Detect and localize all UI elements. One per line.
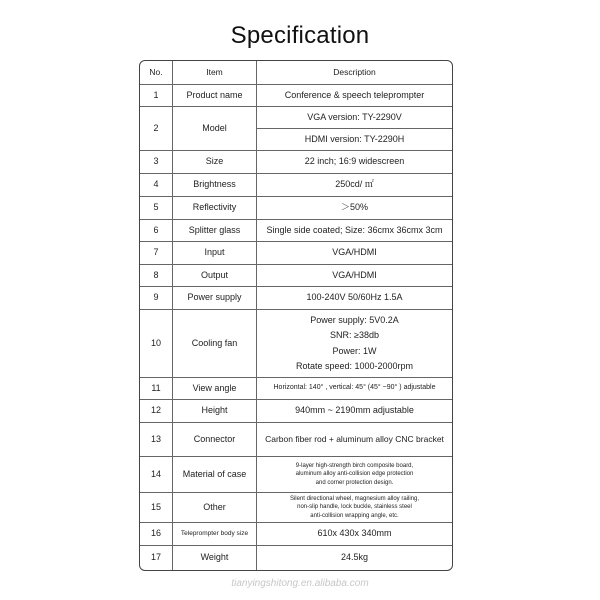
row-14-no: 14 [140, 457, 173, 493]
row-10-item: Cooling fan [173, 310, 257, 378]
row-12-item: Height [173, 400, 257, 423]
row-15-item: Other [173, 493, 257, 523]
row-16-desc: 610x 430x 340mm [257, 523, 452, 546]
row-10-no: 10 [140, 310, 173, 378]
row-15-desc-line: non-slip handle, lock buckle, stainless steel [297, 504, 412, 511]
row-10-desc-line: Power: 1W [332, 345, 377, 356]
row-11-desc: Horizontal: 140° , vertical: 45° (45° ~90° ) adjustable [257, 378, 452, 400]
row-6-no: 6 [140, 220, 173, 242]
row-3-desc: 22 inch; 16:9 widescreen [257, 151, 452, 174]
row-8-desc: VGA/HDMI [257, 265, 452, 287]
row-14-desc [257, 457, 452, 493]
row-9-no: 9 [140, 287, 173, 310]
row-7-desc: VGA/HDMI [257, 242, 452, 265]
header-item: Item [173, 61, 257, 85]
row-12-desc: 940mm ~ 2190mm adjustable [257, 400, 452, 423]
row-17-desc: 24.5kg [340, 552, 369, 563]
row-5-no: 5 [140, 197, 173, 220]
row-9-desc: 100-240V 50/60Hz 1.5A [257, 287, 452, 310]
row-14-desc-line: and corner protection design. [315, 479, 394, 486]
row-16-no: 16 [140, 523, 173, 546]
row-6-item: Splitter glass [173, 220, 257, 242]
row-7-no: 7 [140, 242, 173, 265]
row-10-desc [257, 310, 452, 378]
row-4-no: 4 [140, 174, 173, 197]
row-14-desc-line: 9-layer high-strength birch composite board, [295, 463, 414, 470]
row-15-no: 15 [140, 493, 173, 523]
row-5-desc: ＞50% [257, 197, 452, 220]
page-title: Specification [230, 22, 370, 49]
row-15-desc [257, 493, 452, 523]
row-13-item: Connector [173, 423, 257, 457]
row-11-item: View angle [173, 378, 257, 400]
row-13-no: 13 [140, 423, 173, 457]
row-3-no: 3 [140, 151, 173, 174]
watermark: tianyingshitong.en.alibaba.com [231, 578, 369, 589]
row-15-desc-line: anti-collision wrapping angle, etc. [310, 512, 399, 519]
row-6-desc: Single side coated; Size: 36cmx 36cmx 3cm [257, 220, 452, 242]
spec-table [139, 60, 453, 571]
row-4-item: Brightness [173, 174, 257, 197]
row-17-item: Weight [173, 546, 257, 570]
row-2-desc-line: HDMI version: TY-2290H [257, 128, 452, 150]
row-1-item: Product name [173, 85, 257, 107]
header-description: Description [257, 61, 452, 85]
row-9-item: Power supply [173, 287, 257, 310]
row-1-desc: Conference & speech teleprompter [257, 85, 452, 107]
row-14-desc-line: aluminum alloy anti-collision edge protection [295, 471, 414, 478]
row-12-no: 12 [140, 400, 173, 423]
row-15-desc-line: Silent directional wheel, magnesium alloy railing, [289, 496, 420, 503]
row-10-desc-line: Power supply: 5V0.2A [310, 314, 399, 325]
row-13-desc: Carbon fiber rod + aluminum alloy CNC bracket [257, 423, 452, 457]
row-10-desc-line: Rotate speed: 1000-2000rpm [295, 360, 414, 371]
row-2-desc-line: VGA version: TY-2290V [307, 111, 402, 122]
row-8-item: Output [173, 265, 257, 287]
row-8-no: 8 [140, 265, 173, 287]
row-4-desc: 250cd/ ㎡ [257, 174, 452, 197]
row-1-no: 1 [140, 85, 173, 107]
row-7-item: Input [173, 242, 257, 265]
row-11-no: 11 [140, 378, 173, 400]
row-16-item: Teleprompter body size [173, 523, 257, 546]
row-2-desc [257, 107, 452, 151]
row-3-item: Size [173, 151, 257, 174]
row-2-item: Model [173, 107, 257, 151]
row-5-item: Reflectivity [173, 197, 257, 220]
row-14-item: Material of case [173, 457, 257, 493]
row-10-desc-line: SNR: ≥38db [330, 330, 379, 341]
row-2-no: 2 [140, 107, 173, 151]
header-no: No. [140, 61, 173, 85]
row-17-no: 17 [140, 546, 173, 570]
